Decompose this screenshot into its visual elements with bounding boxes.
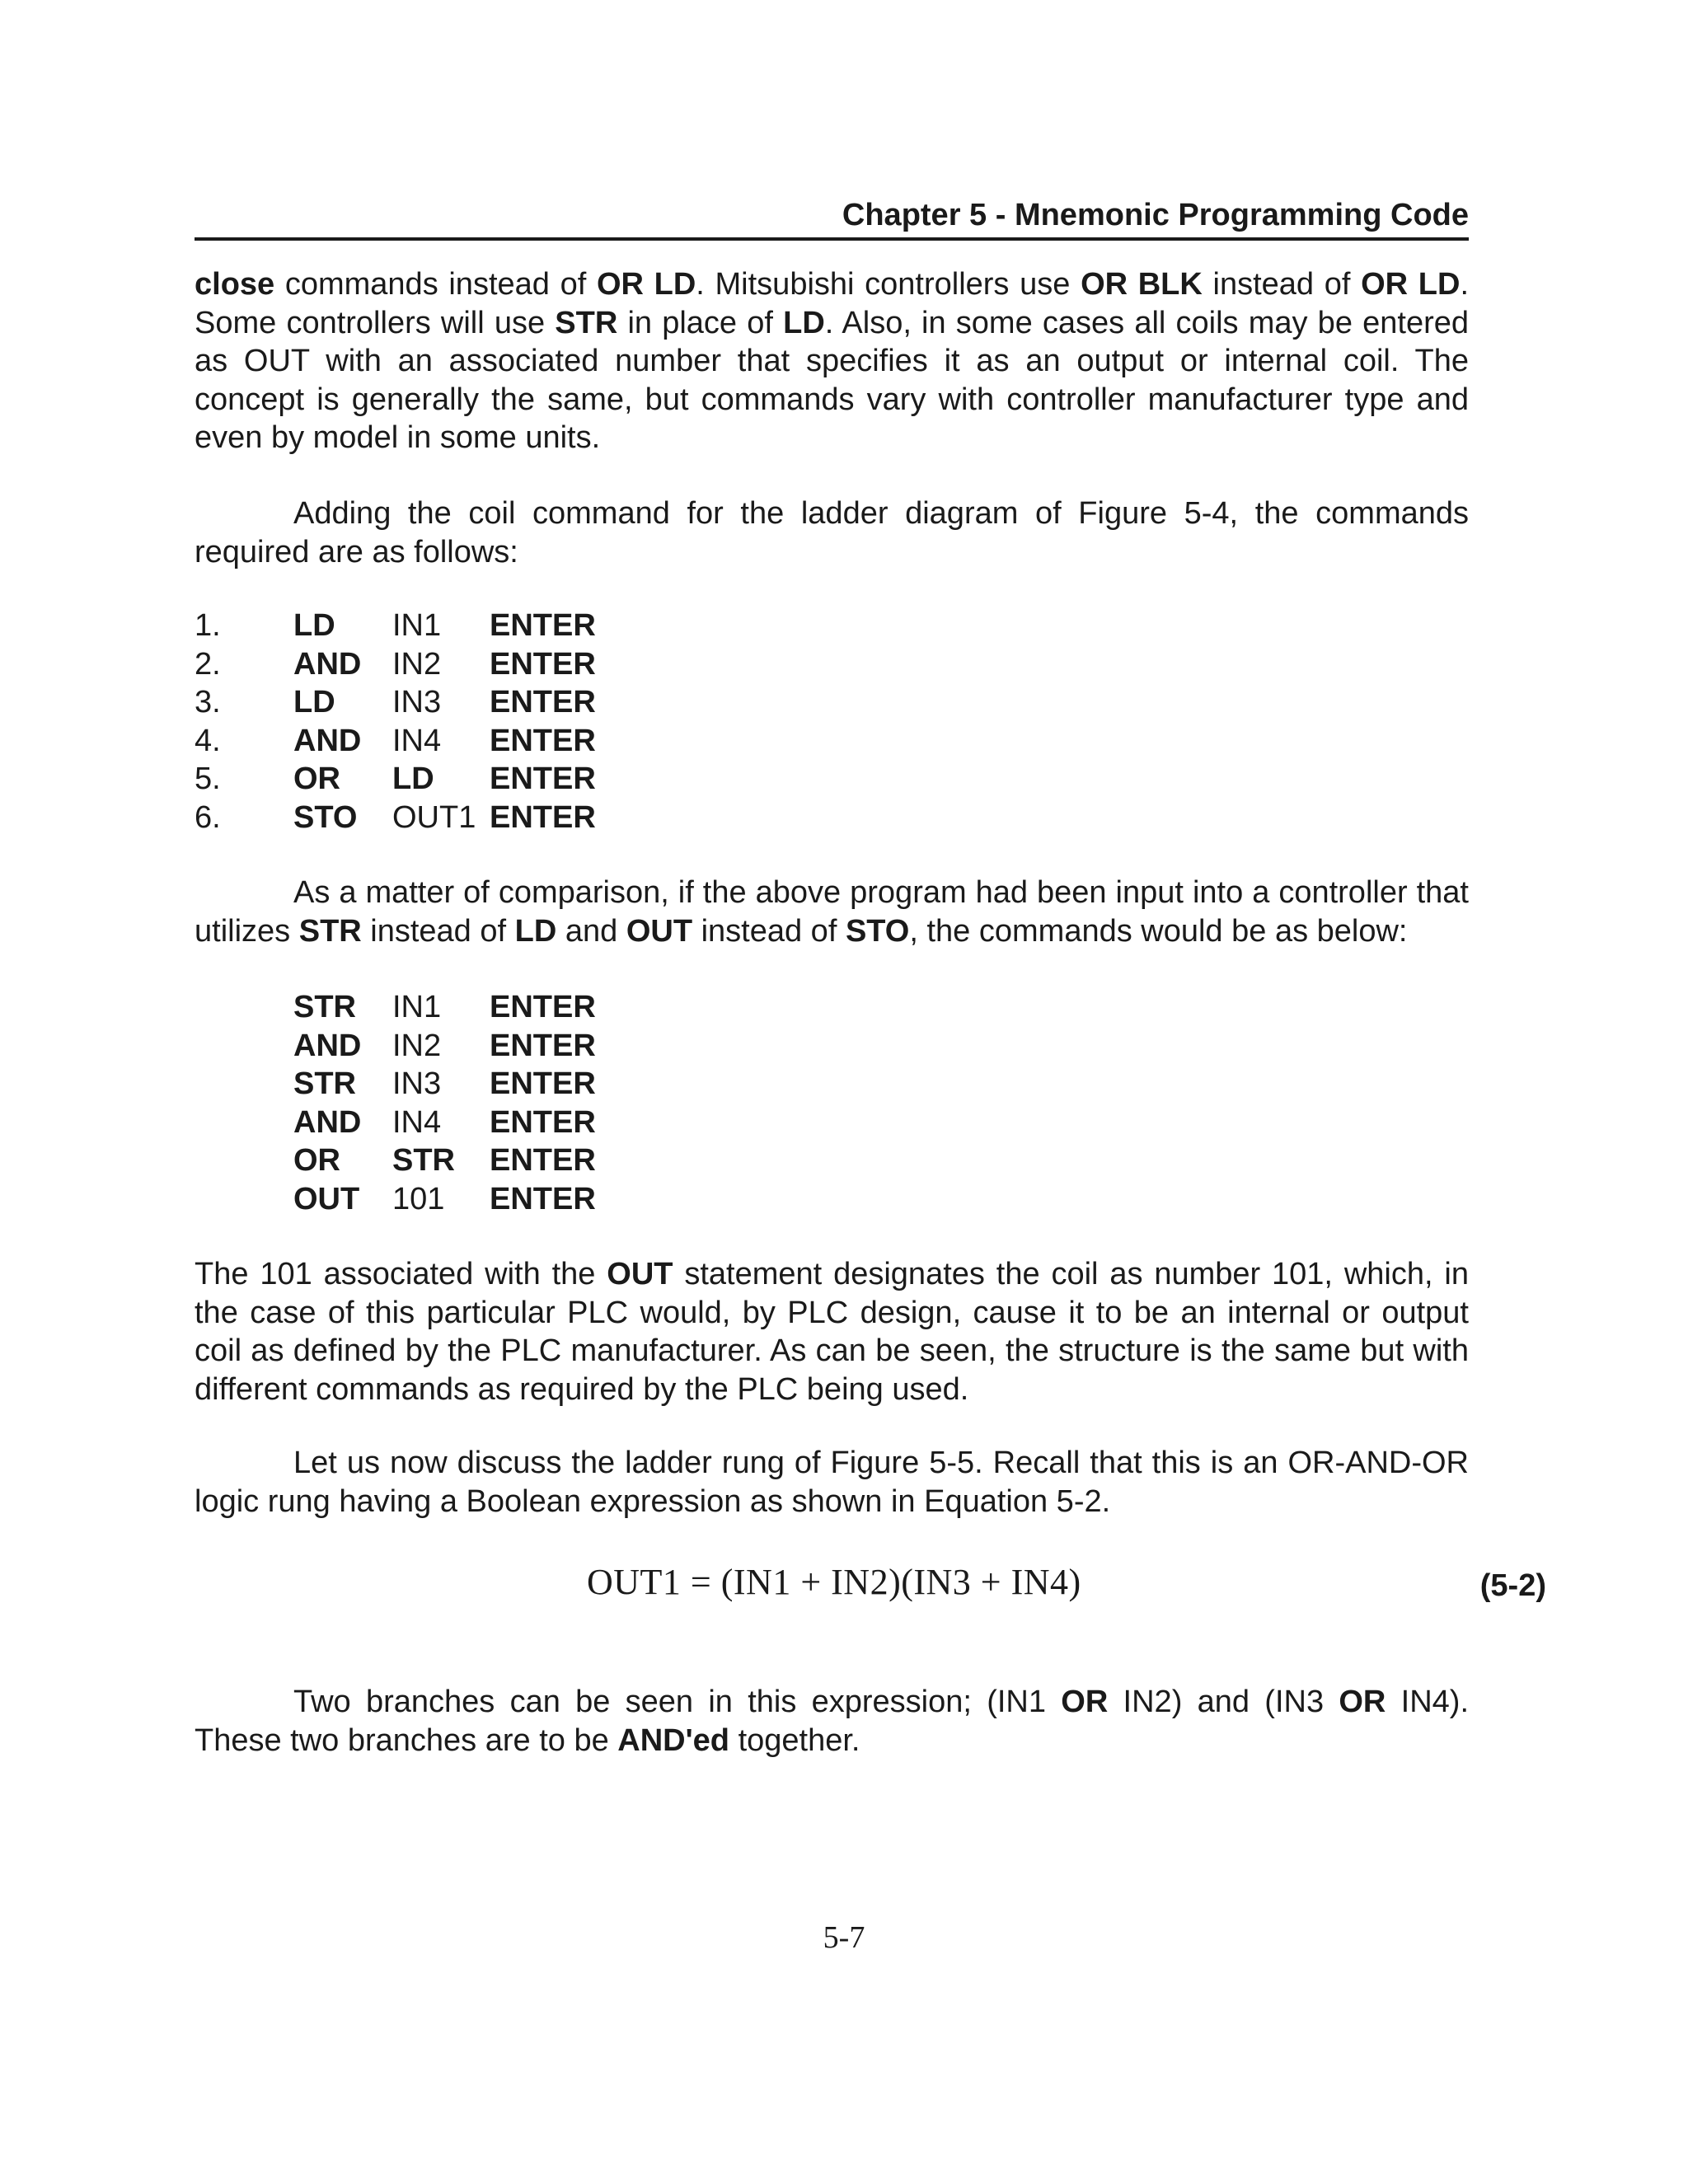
p1-bold-or-ld: OR LD — [596, 267, 696, 302]
page-number: 5-7 — [823, 1920, 865, 1955]
item-key: ENTER — [490, 1104, 596, 1140]
p6-bold-or: OR — [1061, 1685, 1109, 1719]
equation-block — [195, 1558, 1546, 1607]
item-command: STO — [293, 799, 358, 835]
list-item — [195, 722, 596, 761]
item-operand: IN1 — [392, 608, 442, 643]
item-operand: IN4 — [392, 1104, 442, 1140]
item-operand: 101 — [392, 1181, 445, 1216]
p1-text-6: . Also, in some cases all coils may be entered as OUT with an associated number that specifies it as an output or internal coil. The concept is generally the same, but commands vary with controller manufacturer type and even by model in some units. — [195, 305, 1470, 455]
p3-text-4: instead of — [692, 913, 846, 949]
item-command: OR — [293, 1143, 340, 1178]
p6-bold-or-2: OR — [1339, 1685, 1386, 1719]
chapter-title: Chapter 5 - Mnemonic Programming Code — [842, 198, 1469, 232]
p1-bold-or-ld-2: OR LD — [1361, 267, 1461, 302]
item-key: ENTER — [490, 762, 596, 796]
item-number: 4. — [195, 723, 221, 758]
p1-text-3: instead of — [1202, 267, 1362, 302]
item-operand: IN2 — [392, 1028, 442, 1063]
p1-text-2: . Mitsubishi controllers use — [696, 267, 1081, 302]
p1-bold-ld: LD — [783, 305, 825, 340]
item-operand: IN4 — [392, 723, 442, 758]
item-operand: OUT1 — [392, 799, 476, 835]
p3-bold-ld: LD — [514, 913, 557, 949]
item-key: ENTER — [490, 646, 596, 682]
page-header — [195, 194, 1469, 241]
item-command: AND — [293, 1104, 362, 1140]
p6-text-3: IN4). These two branches are to be — [195, 1685, 1469, 1758]
item-key: ENTER — [490, 1143, 596, 1178]
item-operand: IN2 — [392, 646, 442, 682]
numbered-command-list — [195, 607, 596, 837]
p4-bold-out: OUT — [607, 1257, 673, 1291]
item-number: 1. — [195, 608, 221, 643]
p1-text-4: . Some controllers will use — [195, 267, 1470, 340]
item-command: OR — [293, 762, 340, 796]
p3-bold-str: STR — [298, 913, 362, 949]
item-command: OUT — [293, 1181, 360, 1216]
p3-text-3: and — [556, 913, 626, 949]
list-item — [293, 1027, 596, 1066]
item-operand: IN3 — [392, 1066, 442, 1101]
item-number: 5. — [195, 762, 221, 796]
equation-number: (5-2) — [1479, 1568, 1546, 1603]
list-item — [195, 760, 596, 799]
paragraph-2: Adding the coil command for the ladder diagram of Figure 5-4, the commands required are as follows: — [195, 496, 1469, 569]
p3-bold-sto: STO — [845, 913, 910, 949]
item-key: ENTER — [490, 608, 596, 643]
list-item — [195, 607, 596, 645]
equation: OUT1 = (IN1 + IN2)(IN3 + IN4) — [587, 1562, 1081, 1602]
list-item — [293, 1065, 596, 1104]
list-item — [293, 1141, 596, 1180]
item-number: 2. — [195, 646, 221, 682]
p6-text-4: together. — [729, 1722, 860, 1758]
p3-text-1: As a matter of comparison, if the above program had been input into a controller that utilizes — [195, 875, 1469, 949]
p6-text-2: IN2) and (IN3 — [1108, 1685, 1339, 1719]
p6-bold-anded: AND'ed — [617, 1722, 730, 1758]
p4-text-1: The 101 associated with the — [195, 1257, 607, 1291]
list-item — [293, 1180, 596, 1219]
item-number: 3. — [195, 685, 221, 719]
item-operand: IN3 — [392, 685, 442, 719]
p4-text-2: statement designates the coil as number 101, which, in the case of this particular PLC would, by PLC design, cause it to be an internal or output coil as defined by the PLC manufacturer. As can be seen, the structure is the same but with different commands as required by the PLC being used. — [195, 1257, 1470, 1407]
item-command: LD — [293, 608, 335, 643]
item-key: ENTER — [490, 1181, 596, 1216]
item-key: ENTER — [490, 799, 596, 835]
item-command: AND — [293, 723, 362, 758]
item-key: ENTER — [490, 990, 596, 1024]
p1-bold-or-blk: OR BLK — [1081, 267, 1203, 302]
item-key: ENTER — [490, 685, 596, 719]
item-key: ENTER — [490, 723, 596, 758]
item-command: LD — [293, 685, 335, 719]
item-operand: IN1 — [392, 990, 442, 1024]
item-operand: STR — [392, 1143, 455, 1178]
list-item — [195, 683, 596, 722]
item-key: ENTER — [490, 1028, 596, 1063]
paragraph-4 — [195, 1255, 1469, 1408]
paragraph-1 — [195, 265, 1469, 457]
item-command: STR — [293, 1066, 356, 1101]
p3-bold-out: OUT — [626, 913, 693, 949]
paragraph-5: Let us now discuss the ladder rung of Figure 5-5. Recall that this is an OR-AND-OR logic rung having a Boolean expression as shown in Equation 5-2. — [195, 1446, 1469, 1519]
paragraph-3 — [195, 874, 1469, 950]
item-command: STR — [293, 990, 356, 1024]
list-item — [293, 988, 596, 1027]
p1-text-5: in place of — [617, 305, 784, 340]
paragraph-6 — [195, 1683, 1469, 1760]
item-command: AND — [293, 646, 362, 682]
item-key: ENTER — [490, 1066, 596, 1101]
list-item — [195, 645, 596, 684]
p3-text-2: instead of — [361, 913, 515, 949]
str-command-list — [293, 988, 596, 1218]
list-item — [195, 799, 596, 837]
list-item — [293, 1104, 596, 1142]
p1-text-1: commands instead of — [274, 267, 597, 302]
item-operand: LD — [392, 762, 434, 796]
p6-text-1: Two branches can be seen in this expression; (IN1 — [293, 1685, 1062, 1719]
p3-text-5: , the commands would be as below: — [909, 913, 1408, 949]
item-number: 6. — [195, 799, 221, 835]
item-command: AND — [293, 1028, 362, 1063]
p1-bold-str: STR — [555, 305, 618, 340]
p1-bold-close: close — [195, 267, 275, 302]
